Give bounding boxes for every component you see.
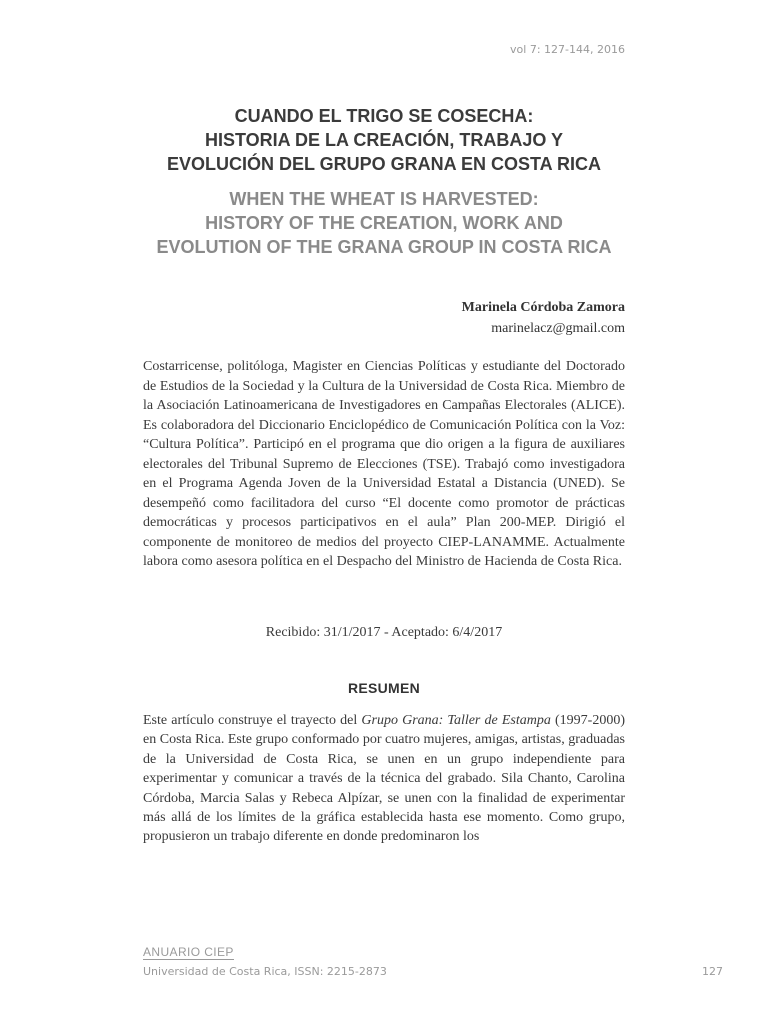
title-spanish-line: HISTORIA DE LA CREACIÓN, TRABAJO Y — [204, 130, 564, 150]
abstract-text-start: Este artículo construye el trayecto del — [143, 713, 362, 728]
title-english-line: HISTORY OF THE CREATION, WORK AND — [205, 213, 563, 233]
author-email: marinelacz@gmail.com — [491, 321, 625, 336]
author-name: Marinela Córdoba Zamora — [461, 300, 625, 315]
received-accepted-dates: Recibido: 31/1/2017 - Aceptado: 6/4/2017 — [265, 625, 503, 640]
author-bio: Costarricense, politóloga, Magister en Ciencias Políticas y estudiante del Doctorado de Estudios de la Sociedad y la Cultura de la Universidad de Costa Rica. Miembro de la Asociación Latinoamericana de Investigadores en Campañas Electorales (ALICE). Es colaboradora del Diccionario Enciclopédico de Comunicación Política con la Voz: “Cultura Política”. Participó en el programa que dio origen a la figura de auxiliares electorales del Tribunal Supremo de Elecciones (TSE). Trabajó como investigadora en el Programa Agenda Joven de la Universidad Estatal a Distancia (UNED). Se desempeñó como facilitadora del curso “El docente como promotor de prácticas democráticas y procesos participativos en el aula” Plan 200-MEP. Dirigió el componente de monitoreo de medios del proyecto CIEP-LANAMME. Actualmente labora como asesora política en el Despacho del Ministro de Hacienda de Costa Rica. — [143, 359, 625, 569]
abstract-italic-title: Grupo Grana: Taller de Estampa — [361, 713, 551, 728]
abstract-heading: RESUMEN — [347, 680, 421, 696]
title-english-line: WHEN THE WHEAT IS HARVESTED: — [229, 189, 539, 209]
abstract-text-rest: (1997-2000) en Costa Rica. Este grupo conformado por cuatro mujeres, amigas, artistas, graduadas de la Universidad de Costa Rica, se unen en un grupo independiente para experimentar y comunicar a través de la técnica del grabado. Sila Chanto, Carolina Córdoba, Marcia Salas y Rebeca Alpízar, se unen con la finalidad de experimentar más allá de los límites de la gráfica establecida hasta ese momento. Como grupo, propusieron un trabajo diferente en donde predominaron los — [143, 713, 625, 845]
volume-info: vol 7: 127-144, 2016 — [510, 43, 625, 56]
author-block — [462, 297, 625, 339]
abstract-text — [143, 711, 625, 847]
journal-logo: ANUARIO CIEP — [143, 945, 234, 959]
page-number: 127 — [702, 965, 723, 978]
title-english — [130, 187, 638, 259]
title-spanish-line: CUANDO EL TRIGO SE COSECHA: — [234, 106, 534, 126]
title-spanish-line: EVOLUCIÓN DEL GRUPO GRANA EN COSTA RICA — [166, 154, 602, 174]
title-spanish — [130, 104, 638, 176]
title-english-line: EVOLUTION OF THE GRANA GROUP IN COSTA RICA — [156, 237, 612, 257]
publisher-issn: Universidad de Costa Rica, ISSN: 2215-2873 — [143, 965, 387, 978]
